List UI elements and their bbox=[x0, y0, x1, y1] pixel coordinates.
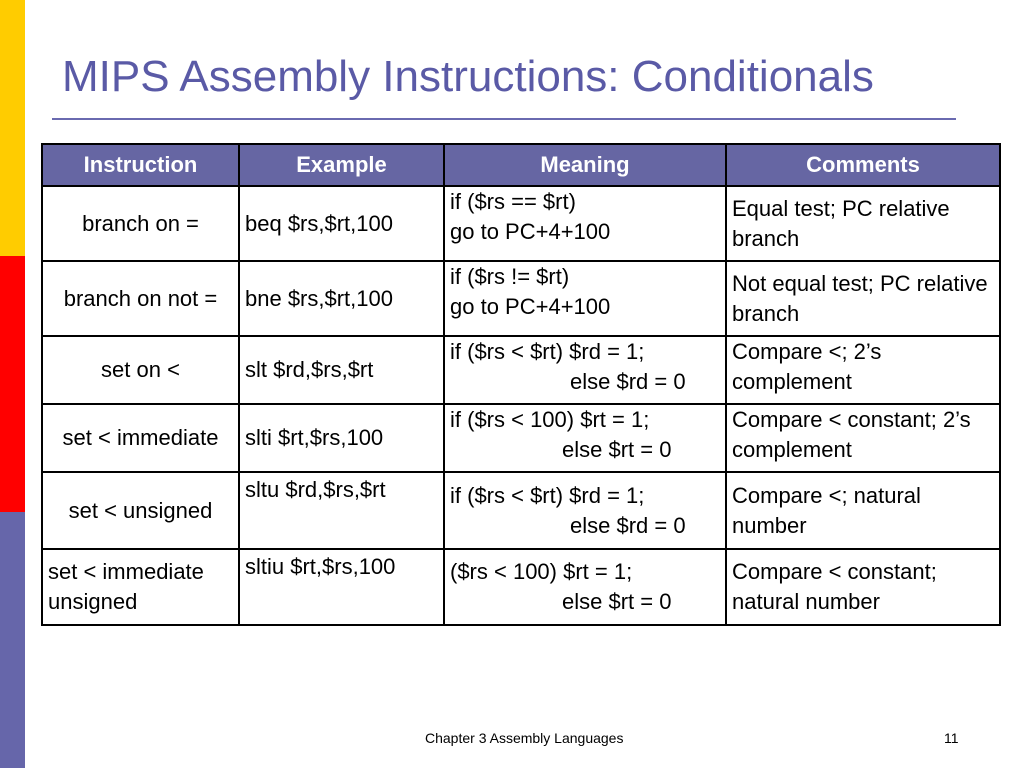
comments-cell: Compare <; natural number bbox=[726, 472, 1000, 549]
accent-bar-red bbox=[0, 256, 25, 512]
meaning-line: go to PC+4+100 bbox=[450, 219, 611, 244]
example-cell: sltu $rd,$rs,$rt bbox=[239, 472, 444, 549]
comments-cell: Compare < constant; natural number bbox=[726, 549, 1000, 625]
meaning-cell bbox=[444, 404, 726, 472]
instructions-table bbox=[41, 143, 1001, 626]
meaning-line: else $rt = 0 bbox=[562, 589, 672, 614]
instruction-line: set < immediate bbox=[48, 559, 204, 584]
meaning-line: if ($rs < $rt) $rd = 1; bbox=[450, 482, 645, 508]
meaning-cell bbox=[444, 549, 726, 625]
meaning-line: if ($rs != $rt) bbox=[450, 264, 570, 289]
meaning-cell bbox=[444, 261, 726, 336]
instruction-cell: branch on not = bbox=[42, 261, 239, 336]
footer-chapter: Chapter 3 Assembly Languages bbox=[425, 730, 624, 746]
meaning-line: if ($rs == $rt) bbox=[450, 189, 576, 214]
instruction-cell: set < unsigned bbox=[42, 472, 239, 549]
example-cell: slti $rt,$rs,100 bbox=[239, 404, 444, 472]
title-divider bbox=[52, 118, 956, 120]
example-cell: bne $rs,$rt,100 bbox=[239, 261, 444, 336]
header-instruction: Instruction bbox=[42, 144, 239, 186]
table-row bbox=[42, 336, 1000, 404]
instruction-cell bbox=[42, 549, 239, 625]
instruction-line: unsigned bbox=[48, 589, 138, 614]
example-cell: sltiu $rt,$rs,100 bbox=[239, 549, 444, 625]
page-number: 11 bbox=[944, 730, 959, 746]
table-row bbox=[42, 549, 1000, 625]
table-row bbox=[42, 261, 1000, 336]
meaning-line: go to PC+4+100 bbox=[450, 294, 611, 319]
meaning-cell bbox=[444, 186, 726, 261]
accent-bar-purple bbox=[0, 512, 25, 768]
table-header-row bbox=[42, 144, 1000, 186]
meaning-line: else $rt = 0 bbox=[562, 437, 672, 462]
slide-title: MIPS Assembly Instructions: Conditionals bbox=[62, 52, 874, 101]
comments-cell: Compare <; 2’s complement bbox=[726, 336, 1000, 404]
meaning-line: if ($rs < 100) $rt = 1; bbox=[450, 407, 650, 432]
example-cell: beq $rs,$rt,100 bbox=[239, 186, 444, 261]
accent-bar-yellow bbox=[0, 0, 25, 256]
instruction-cell: set < immediate bbox=[42, 404, 239, 472]
example-cell: slt $rd,$rs,$rt bbox=[239, 336, 444, 404]
meaning-line: if ($rs < $rt) $rd = 1; bbox=[450, 339, 645, 364]
comments-cell: Compare < constant; 2’s complement bbox=[726, 404, 1000, 472]
meaning-line: ($rs < 100) $rt = 1; bbox=[450, 559, 633, 584]
meaning-line: else $rd = 0 bbox=[570, 369, 686, 394]
instruction-cell: branch on = bbox=[42, 186, 239, 261]
instruction-cell: set on < bbox=[42, 336, 239, 404]
header-meaning: Meaning bbox=[444, 144, 726, 186]
meaning-cell bbox=[444, 336, 726, 404]
header-comments: Comments bbox=[726, 144, 1000, 186]
table-row bbox=[42, 472, 1000, 549]
comments-cell: Not equal test; PC relative branch bbox=[726, 261, 1000, 336]
table-row bbox=[42, 186, 1000, 261]
table-row bbox=[42, 404, 1000, 472]
meaning-line: else $rd = 0 bbox=[570, 512, 686, 538]
meaning-cell bbox=[444, 472, 726, 549]
comments-cell: Equal test; PC relative branch bbox=[726, 186, 1000, 261]
header-example: Example bbox=[239, 144, 444, 186]
